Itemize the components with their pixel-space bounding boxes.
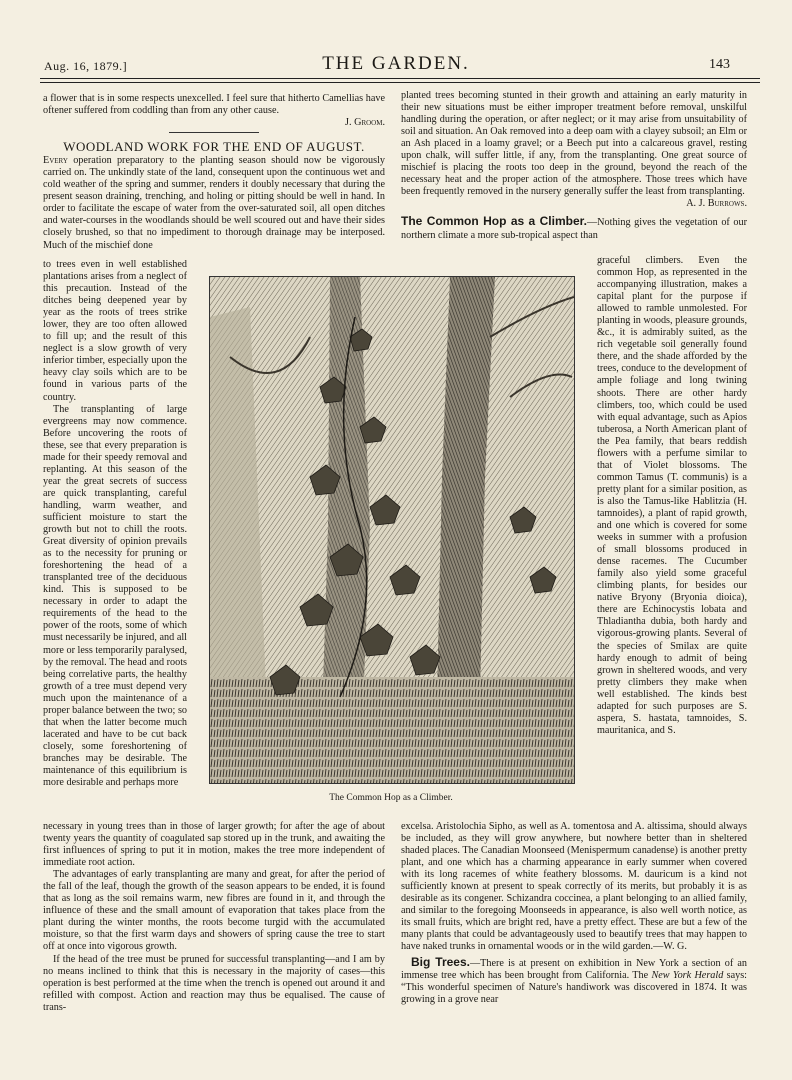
drop-word: Every [43,155,68,167]
right-column-top [401,90,747,242]
issue-date: Aug. 16, 1879.] [44,59,128,73]
big-trees-text-2: says: “This wonderful specimen of Nature's handiwork was discovered in 1874. It was growing in a grove near [401,969,747,1005]
hop-paragraph-cont: excelsa. Aristolochia Sipho, as well as A. tomentosa and A. altissima, should always be included, as they will grow anywhere, but nowhere better than in sheltered shaded places. The Canadian Moonseed (Menispermum canadense) is another pretty plant, and one which has a charming appearance in early summer when covered with its long racemes of white feathery blossoms. M. dauricum is a kind not sufficiently known at present to speak correctly of its merits, but probably it is as desirable as its congener. Schizandra coccinea, a plant belonging to an allied family, and similar to the foregoing Moonseeds in appearance, is also well worth notice, as its small fruits, which are bright red, have a pretty effect. These are but a few of the many plants that could be advantageously used to beautify trees that may happen to have naked trunks in ornamental woods or in the wild garden.—W. G. [401,821,747,953]
article-title: WOODLAND WORK FOR THE END OF AUGUST. [63,139,365,155]
header-rule-thin [40,82,760,83]
hop-heading: The Common Hop as a Climber. [401,214,587,229]
right-column-narrow [597,255,747,737]
newspaper-name: New York Herald [651,969,724,981]
right-column-bottom [401,821,747,1006]
hop-illustration [209,276,575,784]
big-trees-heading: Big Trees. [411,954,470,969]
left-column-top [43,93,385,252]
author-signature-burrows: A. J. Burrows. [686,198,747,210]
woodland-paragraph-3: The advantages of early transplanting are many and great, for after the period of the fall of the leaf, though the growth of the season appears to be ended, it is found that as long as the soil remains warm, new fibres are found in it, and through the influence of these and the small amount of evaporation that takes place from the plant during the winter months, the roots become turgid with the accumulated moisture, so that the first warm days and showers of spring cause the tree to start off at once into vigorous growth. [43,869,385,953]
left-column-bottom [43,821,385,1014]
section-divider [169,132,259,133]
author-signature: J. Groom. [345,117,385,129]
engraving-drawing [210,277,574,783]
header-rule [40,78,760,79]
journal-title: THE GARDEN. [322,53,470,74]
transplanting-paragraph: planted trees becoming stunted in their growth and attaining an early maturity in their new situations must be either improper treatment before removal, unskilful handling during the operation, or after neglect; or it may arise from unsuitability of soil and situation. An Oak removed into a deep oam with a clayey subsoil; an Elm or an Ash placed in a loamy gravel; or a Beech put into a calcareous gravel, resting upon chalk, will suffer little, if any, from the transplanting. One great source of mischief is placing the roots too deep in the ground, beyond the reach of the necessary heat and the proper action of the atmosphere. Those trees which have been frequently removed in the nursery generally suffer the least from transplanting. [401,90,747,198]
woodland-paragraph-4: If the head of the tree must be pruned for successful transplanting—and I am by no means inclined to think that this is necessary in the majority of cases—this operation is best performed at the time when the trench is opened out around it and refilled with compost. Action and reaction may thus be equalised. The cause of trans- [43,953,385,1013]
figure-caption: The Common Hop as a Climber. [329,793,453,803]
hop-paragraph: graceful climbers. Even the common Hop, as represented in the accompanying illustration, makes a capital plant for the purpose if allowed to ramble unmolested. For planting in woods, pleasure grounds, &c., it is admirably suited, as the rich vegetable soil generally found there, and the shade afforded by the trees, conduce to the development of ample foliage and long twining shoots. There are other hardy climbers, too, which could be used with equal advantage, such as Apios tuberosa, a North American plant of the Pea family, that bears reddish flowers with a perfume similar to that of Violet blossoms. The common Tamus (T. communis) is a pretty plant for a similar position, as is also the Tamus-like Hablitzia (H. tamnoides), a plant of rapid growth, and one which is covered for some weeks in summer with a profusion of small blossoms produced in dense racemes. The Cucumber family also yield some graceful climbing plants, for besides our native Bryony (Bryonia dioica), there are Echinocystis lobata and Thladiantha dubia, both hardy and vigorous-growing plants. Several of the species of Smilax are quite hardy enough to admit of being grown in sheltered woods, and very pretty climbers they make when well established. The kinds best adapted for such purposes are S. aspera, S. hastata, tamnoides, S. mauritanica, and S. [597,255,747,736]
woodland-paragraph-2: The transplanting of large evergreens may now commence. Before uncovering the roots of these, see that every preparation is made for their speedy removal and replanting. At this season of the year the great secrets of success are quick transplanting, careful handling, warm weather, and sufficient moisture to start the growth but not to chill the roots. Great diversity of opinion prevails as to the necessity for pruning or foreshortening the head of a transplanted tree of the deciduous kind. This is supposed to be necessary in order to adapt the requirements of the head to the power of the roots, some of which must necessarily be injured, and all more or less temporarily paralysed, by the removal. The head and roots being correlative parts, the healthy growth of a tree must depend very much upon the maintenance of a proper balance between the two; so that when the latter become much lacerated and have to be cut back closely, some foreshortening of branches may be desirable. The maintenance of this equilibrium is more desirable and perhaps more [43,403,187,789]
page-number: 143 [709,57,730,72]
woodland-paragraph-1: operation preparatory to the planting season should now be vigorously carried on. The unkindly state of the land, consequent upon the continuous wet and cold weather of the spring and summer, renders it doubly necessary that during the present season draining, trenching, and holing or pitting should be well in hand. In order to facilitate the escape of water from the over-saturated soil, all open ditches and water-courses in the woodlands should be well scoured out and have their sides closely brushed, so that no impediment to thorough drainage may be interposed. Much of the mischief done [43,155,386,251]
woodland-paragraph-2-cont: necessary in young trees than in those of larger growth; for after the age of about twenty years the quantity of coagulated sap stored up in the trunk, and awaiting the first influences of spring to put it in motion, makes the tree more independent of immediate root action. [43,821,385,869]
big-trees-text-1: —There is at present on exhibition in New York a section of an immense tree which has been brought from California. The [401,957,747,981]
camellia-paragraph: a flower that is in some respects unexcelled. I feel sure that hitherto Camellias have oftener suffered from coddling than from any other cause. [43,93,385,117]
hop-intro: —Nothing gives the vegetation of our northern climate a more sub-tropical aspect than [401,217,747,241]
woodland-paragraph-1-cont: to trees even in well established plantations arises from a neglect of this precaution. Instead of the ditches being deepened year by year as the roots of trees strike lower, they are too often allowed to fill up; and the result of this neglect is a slow growth of very inferior timber, especially upon the heavy clay soils which are to be found in various parts of the country. [43,259,187,403]
left-column-narrow [43,259,187,789]
